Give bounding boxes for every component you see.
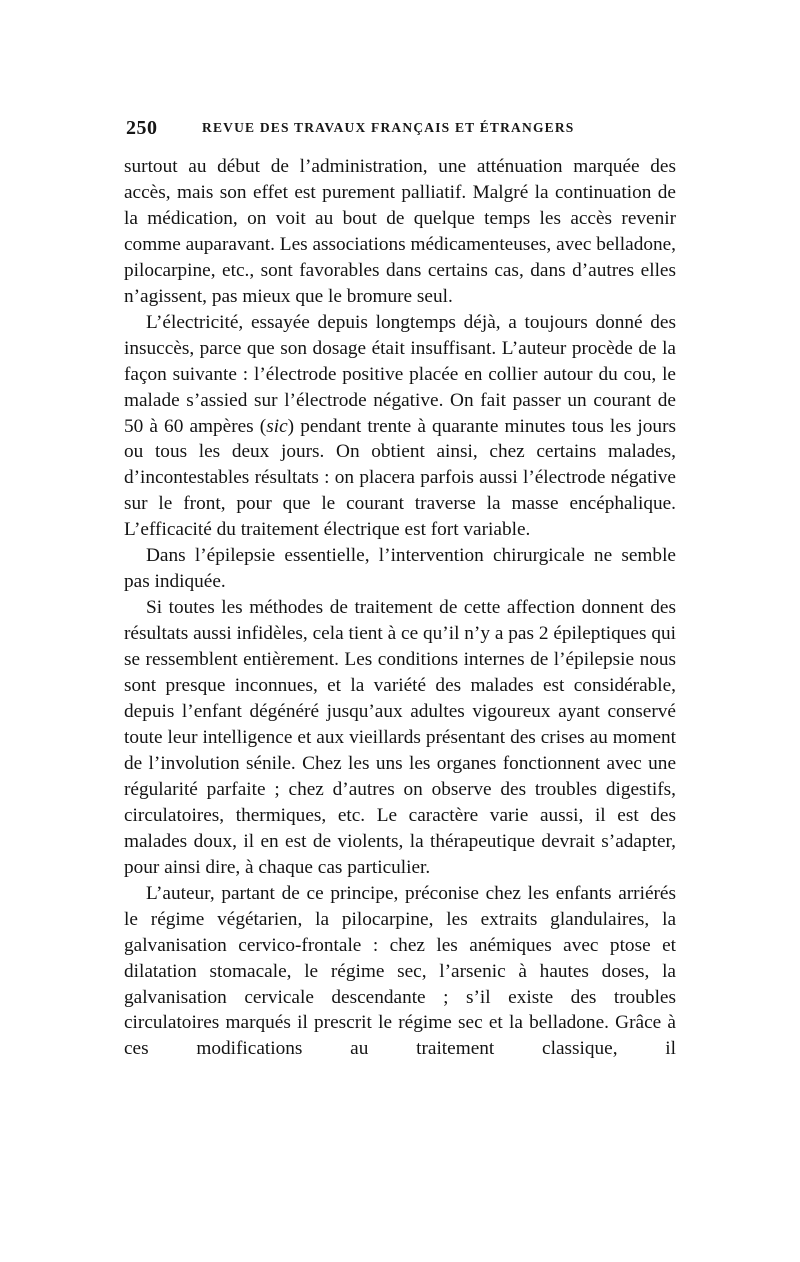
body-text bbox=[124, 154, 676, 1062]
sic-italic: sic bbox=[266, 415, 288, 437]
running-header bbox=[126, 117, 678, 141]
paragraph-author-principle: L’auteur, partant de ce principe, préconise chez les enfants arriérés le régime végétarien, la pilocarpine, les extraits glandulaires, la galvanisation cervico-frontale : chez les anémiques avec ptose et dilatation stomacale, le régime sec, l’arsenic à hautes doses, la galvanisation cervicale descendante ; s’il existe des troubles circulatoires marqués il prescrit le régime sec et la belladone. Grâce à ces modifications au traitement classique, il bbox=[124, 882, 676, 1060]
page-number: 250 bbox=[126, 117, 158, 139]
paragraph-continued: surtout au début de l’administration, une atténuation marquée des accès, mais son effet est purement palliatif. Malgré la continuation de la médication, on voit au bout de quelque temps les accès revenir comme auparavant. Les associations médicamenteuses, avec belladone, pilocarpine, etc., sont favorables dans certains cas, dans d’autres elles n’agissent, pas mieux que le bromure seul. bbox=[124, 156, 676, 307]
paragraph-methods: Si toutes les méthodes de traitement de cette affection donnent des résultats aussi infidèles, cela tient à ce qu’il n’y a pas 2 épileptiques qui se ressemblent entièrement. Les conditions internes de l’épilepsie nous sont presque inconnues, et la variété des malades est considérable, depuis l’enfant dégénéré jusqu’aux adultes vigoureux ayant conservé toute leur intelligence et aux vieillards présentant des crises au moment de l’involution sénile. Chez les uns les organes fonctionnent avec une régularité parfaite ; chez d’autres on observe des troubles digestifs, circulatoires, thermiques, etc. Le caractère varie aussi, il est des malades doux, il en est de violents, la thérapeutique devrait s’adapter, pour ainsi dire, à chaque cas particulier. bbox=[124, 597, 676, 878]
running-title: REVUE DES TRAVAUX FRANÇAIS ET ÉTRANGERS bbox=[202, 120, 575, 135]
paragraph-surgery: Dans l’épilepsie essentielle, l’intervention chirurgicale ne semble pas indiquée. bbox=[124, 545, 676, 593]
paragraph-electricity: L’électricité, essayée depuis longtemps déjà, a toujours donné des insuccès, parce que son dosage était insuffisant. L’auteur procède de la façon suivante : l’électrode positive placée en collier autour du cou, le malade s’assied sur l’électrode négative. On fait passer un courant de 50 à 60 ampères (sic) pendant trente à quarante minutes tous les jours ou tous les deux jours. On obtient ainsi, chez certains malades, d’incontestables résultats : on placera parfois aussi l’électrode négative sur le front, pour que le courant traverse la masse encéphalique. L’efficacité du traitement électrique est fort variable. bbox=[124, 311, 676, 541]
